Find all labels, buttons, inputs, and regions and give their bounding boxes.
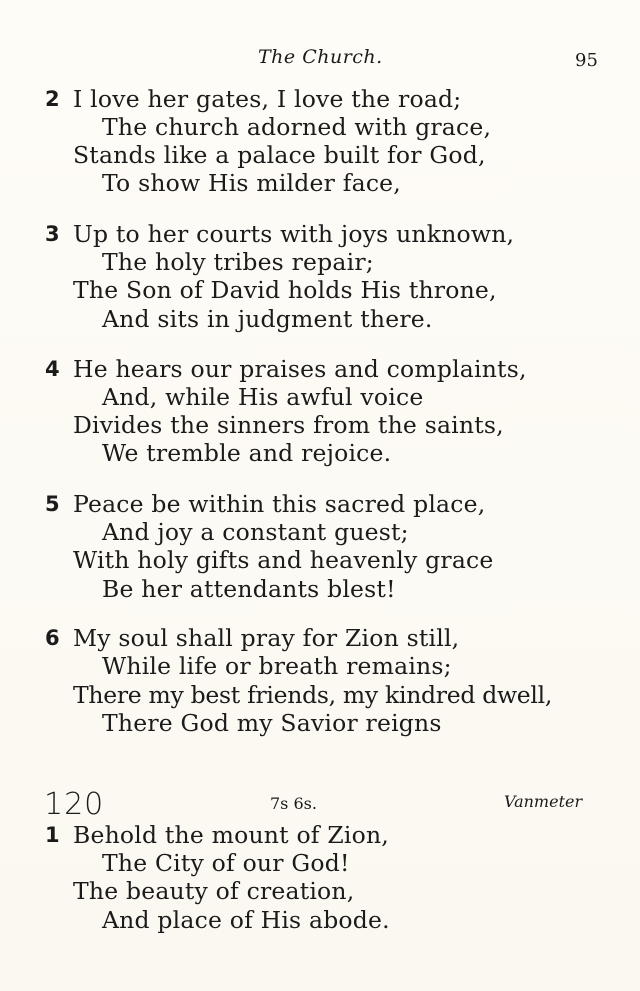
stanza-line: To show His milder face,: [102, 169, 401, 197]
stanza-line: I love her gates, I love the road;: [73, 85, 462, 113]
stanza-line: Divides the sinners from the saints,: [73, 411, 504, 439]
stanza-line: Up to her courts with joys unknown,: [73, 220, 515, 248]
stanza-line: Stands like a palace built for God,: [73, 141, 486, 169]
stanza-line: And, while His awful voice: [102, 383, 424, 411]
stanza-number: 3: [45, 222, 60, 246]
stanza-line: He hears our praises and complaints,: [73, 355, 527, 383]
stanza-line: We tremble and rejoice.: [102, 439, 392, 467]
stanza-number: 2: [45, 87, 60, 111]
stanza-line: And place of His abode.: [102, 906, 390, 934]
stanza-number: 1: [45, 823, 60, 847]
stanza-line: Peace be within this sacred place,: [73, 490, 486, 518]
stanza-line: While life or breath remains;: [102, 652, 452, 680]
page-number: 95: [575, 50, 598, 71]
stanza-number: 5: [45, 492, 60, 516]
stanza-line: The church adorned with grace,: [102, 113, 492, 141]
stanza-line: Behold the mount of Zion,: [73, 821, 389, 849]
hymn-number: 120: [44, 787, 105, 822]
stanza-line: And sits in judgment there.: [102, 305, 433, 333]
stanza-line: The Son of David holds His throne,: [73, 276, 497, 304]
stanza-line: Be her attendants blest!: [102, 575, 396, 603]
hymn-tune-name: Vanmeter: [504, 792, 583, 811]
stanza-line: And joy a constant guest;: [102, 518, 409, 546]
stanza-line: The City of our God!: [102, 849, 350, 877]
stanza-number: 4: [45, 357, 60, 381]
stanza-line: There God my Savior reigns: [102, 709, 442, 737]
hymn-meter: 7s 6s.: [270, 794, 317, 813]
stanza-number: 6: [45, 626, 60, 650]
stanza-line: My soul shall pray for Zion still,: [73, 624, 460, 652]
running-header-title: The Church.: [258, 46, 383, 68]
stanza-line: The beauty of creation,: [73, 877, 355, 905]
stanza-line: The holy tribes repair;: [102, 248, 374, 276]
stanza-line: With holy gifts and heavenly grace: [73, 546, 494, 574]
stanza-line: There my best friends, my kindred dwell,: [73, 681, 552, 709]
